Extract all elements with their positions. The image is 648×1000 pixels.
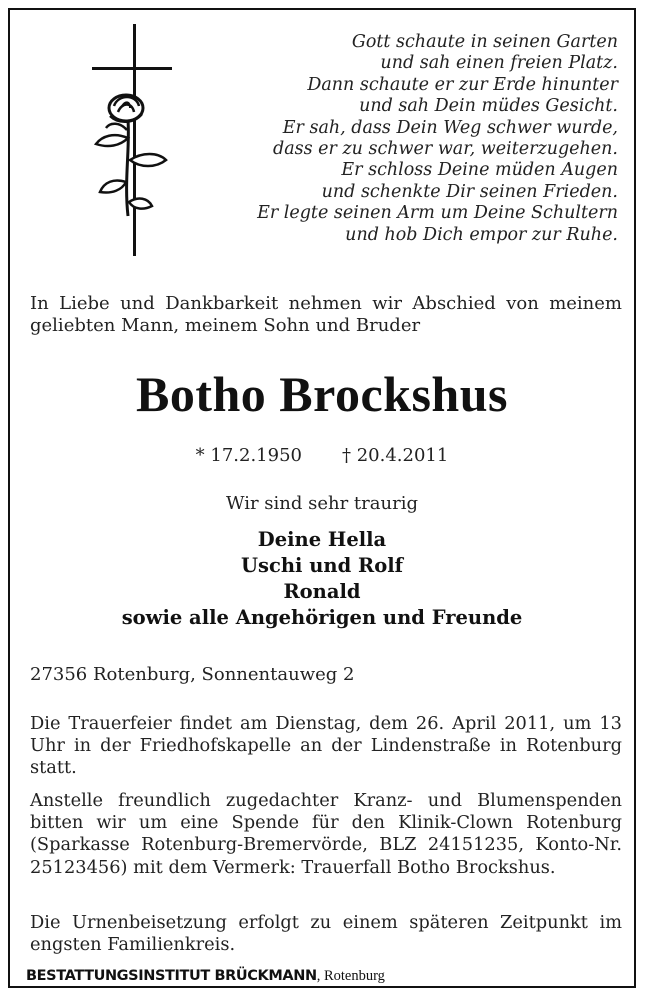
grief-line: Wir sind sehr traurig xyxy=(226,493,418,514)
cross-with-rose-icon xyxy=(84,20,180,256)
poem-line: und sah Dein müdes Gesicht. xyxy=(359,96,618,117)
death-date: † 20.4.2011 xyxy=(342,445,449,466)
mourner-name: Deine Hella xyxy=(257,528,387,551)
urn-paragraph: Die Urnenbeisetzung erfolgt zu einem späteren Zeitpunkt im engsten Familienkreis. xyxy=(30,912,622,956)
poem-line: Er sah, dass Dein Weg schwer wurde, xyxy=(282,117,618,138)
deceased-name: Botho Brockshus xyxy=(136,366,508,422)
funeral-home-footer xyxy=(26,966,626,986)
mourner-name: Uschi und Rolf xyxy=(240,554,404,577)
funeral-paragraph: Die Trauerfeier findet am Dienstag, dem 26. April 2011, um 13 Uhr in der Friedhofskapelle an der Lindenstraße in Rotenburg statt. xyxy=(30,713,622,779)
mourners-list xyxy=(10,527,634,631)
obituary-frame xyxy=(8,8,636,988)
poem-line: Gott schaute in seinen Garten xyxy=(351,32,618,52)
funeral-home-city: , Rotenburg xyxy=(316,968,385,984)
life-dates xyxy=(10,444,634,468)
funeral-home-name: BESTATTUNGSINSTITUT BRÜCKMANN xyxy=(26,968,317,984)
mourner-name: sowie alle Angehörigen und Freunde xyxy=(121,606,523,629)
poem-line: und sah einen freien Platz. xyxy=(380,53,618,74)
birth-date: * 17.2.1950 xyxy=(195,445,302,466)
poem-line: Er legte seinen Arm um Deine Schultern xyxy=(257,203,618,224)
address: 27356 Rotenburg, Sonnentauweg 2 xyxy=(30,664,355,685)
poem-line: Er schloss Deine müden Augen xyxy=(341,160,618,181)
poem xyxy=(218,32,618,246)
poem-line: Dann schaute er zur Erde hinunter xyxy=(307,74,618,95)
intro-text: In Liebe und Dankbarkeit nehmen wir Abschied von meinem geliebten Mann, meinem Sohn und Bruder xyxy=(30,293,622,336)
poem-line: und hob Dich empor zur Ruhe. xyxy=(345,224,618,245)
donation-paragraph: Anstelle freundlich zugedachter Kranz- und Blumenspenden bitten wir um eine Spende für den Klinik-Clown Rotenburg (Sparkasse Rotenburg-Bremervörde, BLZ 24151235, Konto-Nr. 25123456) mit dem Vermerk: Trauerfall Botho Brockshus. xyxy=(30,790,622,878)
poem-line: dass er zu schwer war, weiterzugehen. xyxy=(273,139,618,160)
mourner-name: Ronald xyxy=(283,580,361,603)
poem-line: und schenkte Dir seinen Frieden. xyxy=(321,181,618,202)
